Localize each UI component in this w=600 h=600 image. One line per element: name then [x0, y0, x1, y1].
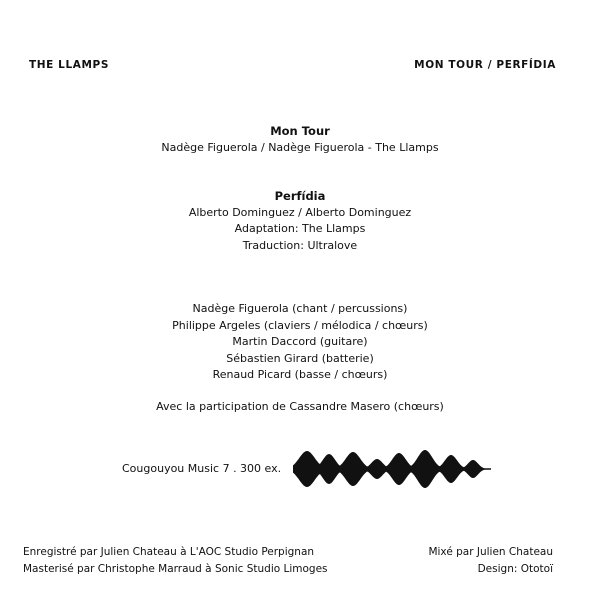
participation-note [0, 399, 600, 416]
mastering-credit: Masterisé par Christophe Marraud à Sonic Studio Limoges [23, 562, 328, 575]
production-credits-left [23, 544, 328, 577]
mixing-credit: Mixé par Julien Chateau [428, 546, 553, 558]
release-title: MON TOUR / PERFÍDIA [414, 59, 556, 71]
song-credits-perfidia [0, 188, 600, 254]
song-title: Perfídia [274, 189, 326, 203]
musician-line: Nadège Figuerola (chant / percussions) [192, 302, 408, 315]
musicians-list [0, 301, 600, 384]
song-credits-mon-tour [0, 123, 600, 156]
musician-line: Sébastien Girard (batterie) [226, 351, 374, 365]
production-credits-right [428, 544, 553, 577]
song-title: Mon Tour [270, 124, 330, 138]
label-edition: Cougouyou Music 7 . 300 ex. [122, 462, 282, 475]
musician-line: Philippe Argeles (claviers / mélodica / chœurs) [172, 318, 428, 332]
musician-line: Martin Daccord (guitare) [232, 335, 368, 348]
song-credit-line: Traduction: Ultralove [242, 238, 358, 252]
recording-credit: Enregistré par Julien Chateau à L'AOC Studio Perpignan [23, 546, 315, 558]
participation-line: Avec la participation de Cassandre Masero (chœurs) [156, 400, 444, 413]
song-credit-line: Nadège Figuerola / Nadège Figuerola - The Llamps [161, 140, 439, 154]
design-credit: Design: Ototoï [477, 562, 553, 575]
band-name: THE LLAMPS [29, 59, 109, 71]
sound-wave-shape [293, 450, 491, 488]
musician-line: Renaud Picard (basse / chœurs) [212, 368, 388, 381]
song-credit-line: Adaptation: The Llamps [234, 222, 366, 235]
song-credit-line: Alberto Dominguez / Alberto Dominguez [188, 205, 412, 219]
sound-wave-icon [293, 446, 491, 492]
